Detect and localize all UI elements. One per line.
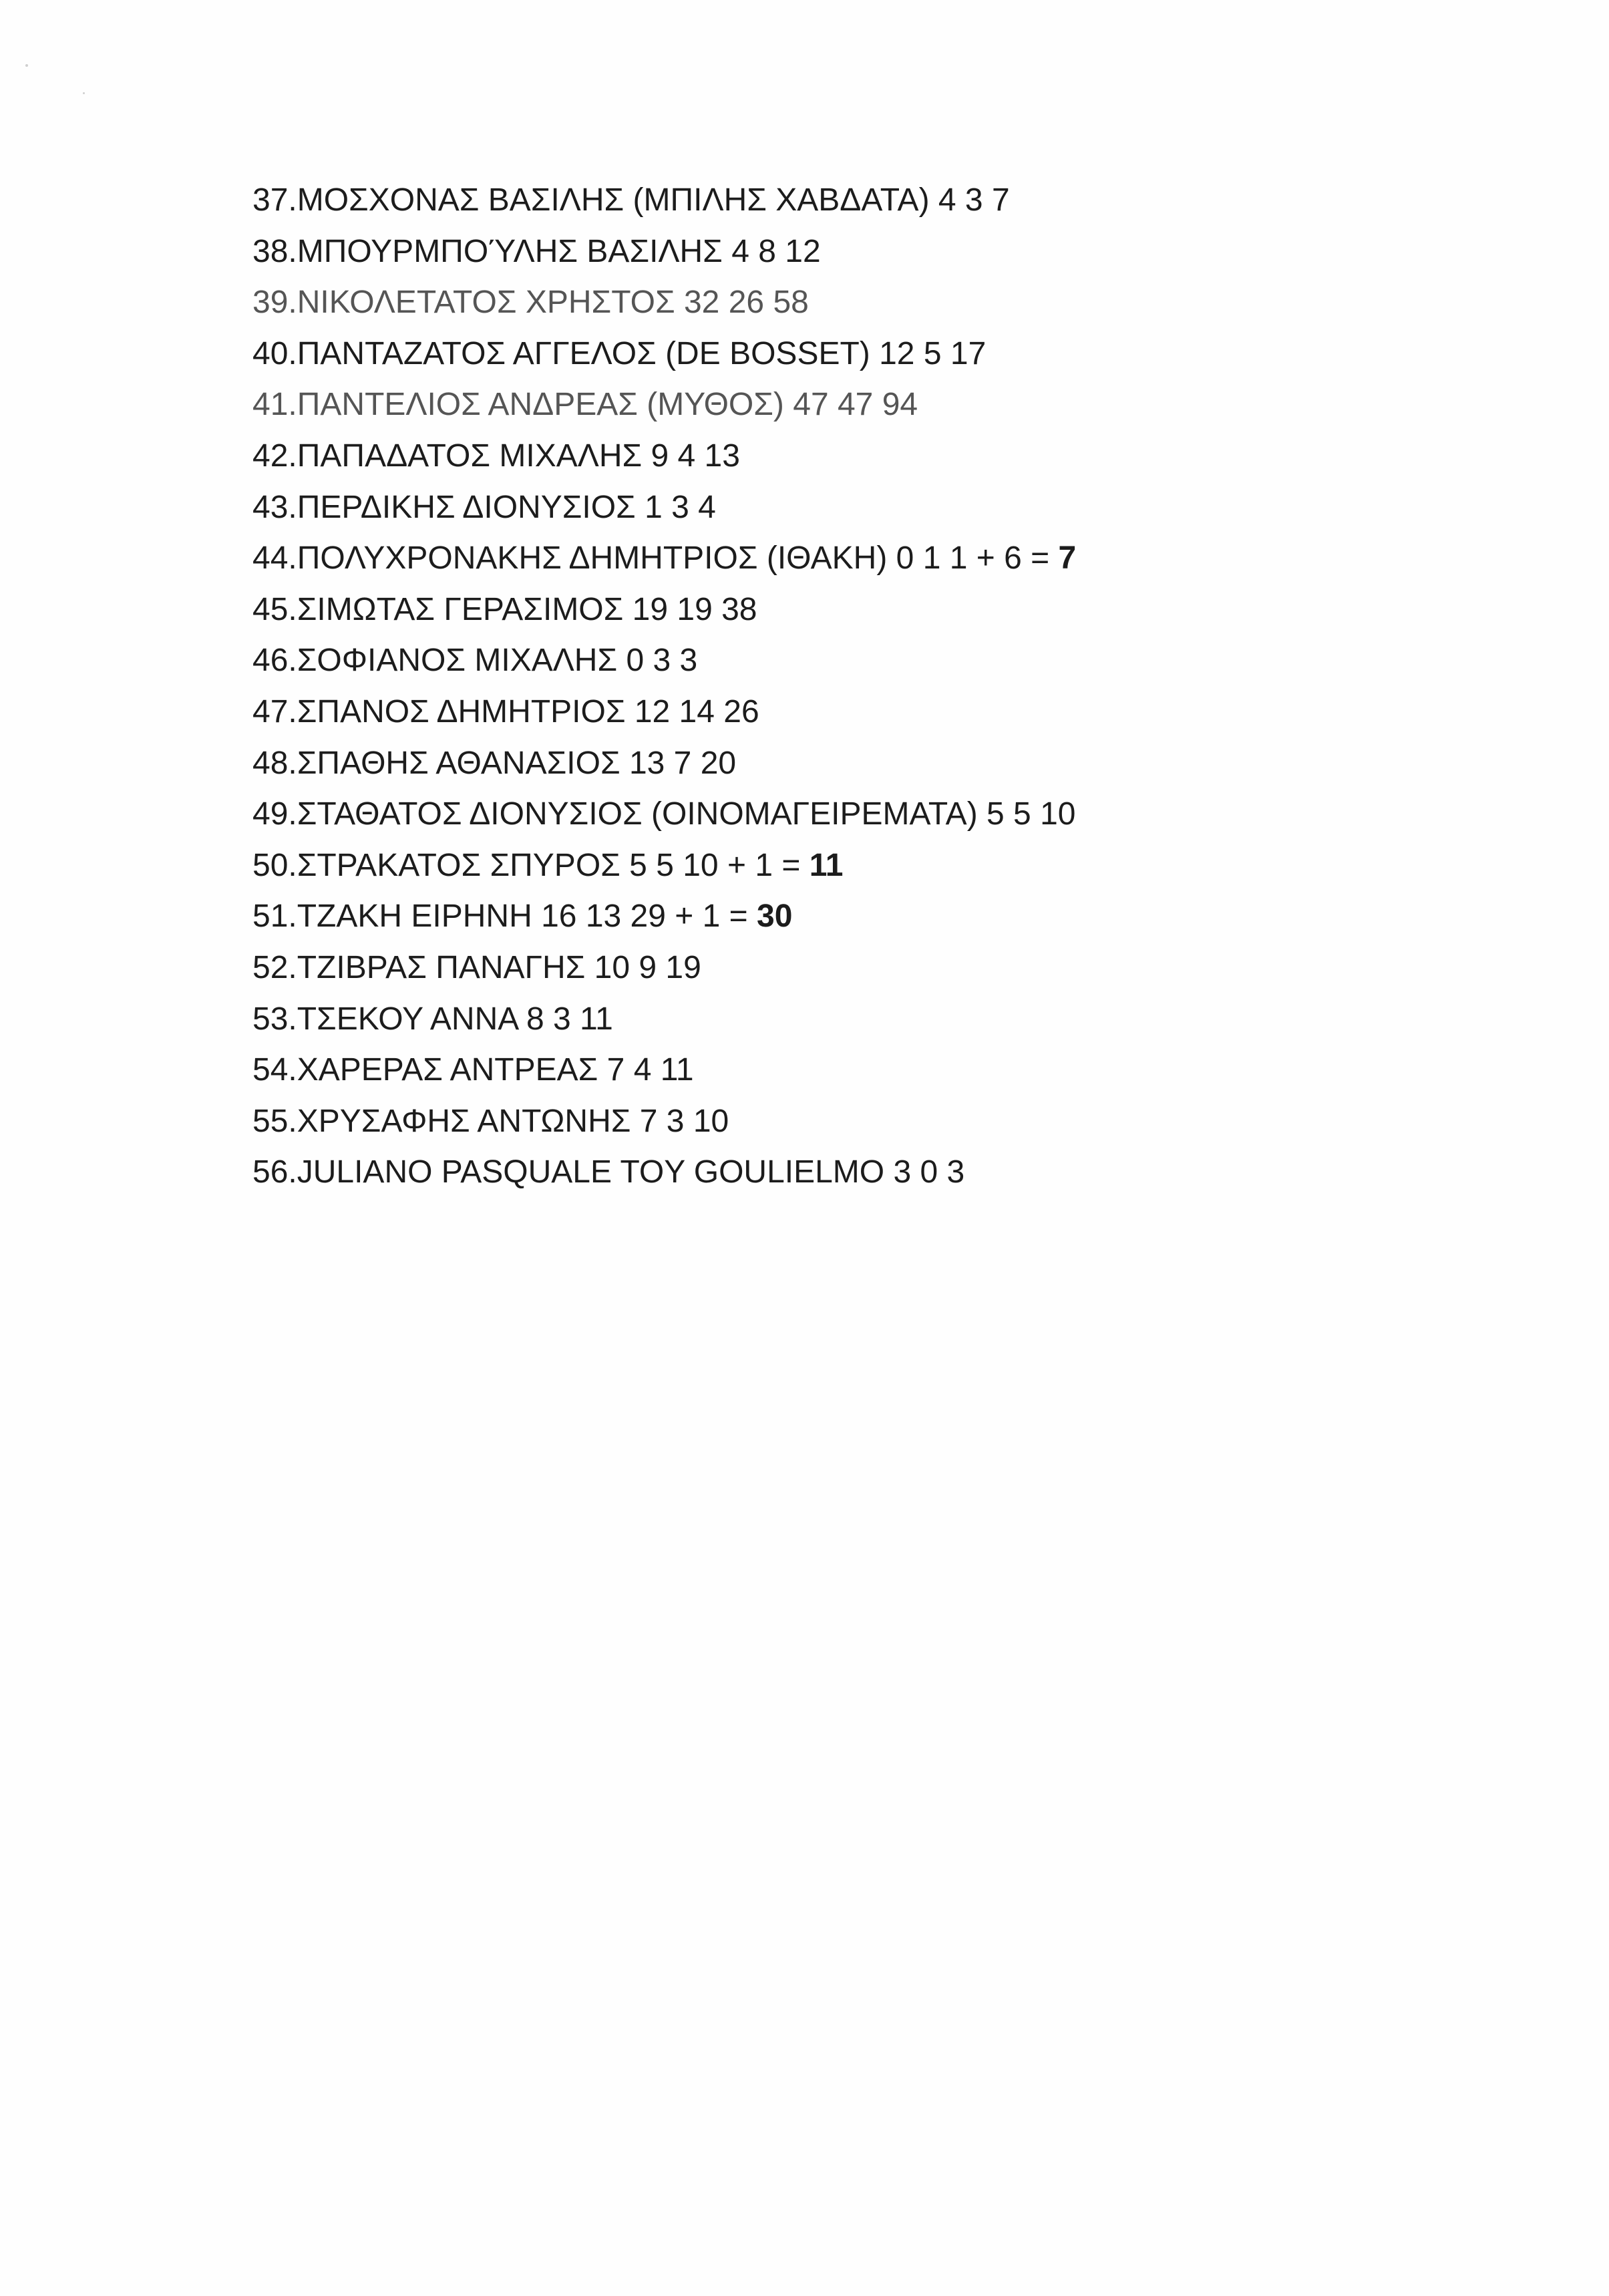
entry-text: 50.ΣΤΡΑΚΑΤΟΣ ΣΠΥΡΟΣ 5 5 10 + 1 = [252,847,810,883]
list-item [252,943,1522,994]
list-item [252,1045,1522,1096]
list-item [252,994,1522,1045]
entry-text: 38.ΜΠΟΥΡΜΠΟΎΛΗΣ ΒΑΣΙΛΗΣ 4 8 12 [252,233,821,269]
list-item [252,687,1522,738]
entry-text: 37.ΜΟΣΧΟΝΑΣ ΒΑΣΙΛΗΣ (ΜΠΙΛΗΣ ΧΑΒΔΑΤΑ) 4 3 7 [252,182,1010,218]
entry-text: 45.ΣΙΜΩΤΑΣ ΓΕΡΑΣΙΜΟΣ 19 19 38 [252,591,757,627]
entry-text: 43.ΠΕΡΔΙΚΗΣ ΔΙΟΝΥΣΙΟΣ 1 3 4 [252,489,716,525]
list-item [252,789,1522,840]
entry-text: 46.ΣΟΦΙΑΝΟΣ ΜΙΧΑΛΗΣ 0 3 3 [252,643,698,679]
entry-total: 11 [809,847,844,883]
entry-text: 55.ΧΡΥΣΑΦΗΣ ΑΝΤΩΝΗΣ 7 3 10 [252,1103,729,1139]
list-item [252,891,1522,943]
list-item [252,533,1522,585]
entry-text: 52.ΤΖΙΒΡΑΣ ΠΑΝΑΓΗΣ 10 9 19 [252,949,701,985]
entry-text: 51.ΤΖΑΚΗ ΕΙΡΗΝΗ 16 13 29 + 1 = [252,898,757,935]
list-item [252,329,1522,380]
entry-total: 7 [1058,540,1077,577]
list-item [252,738,1522,790]
entry-text: 56.JULIANO PASQUALE TOY GOULIELMO 3 0 3 [252,1154,965,1190]
scan-speck [83,92,85,94]
entry-total: 30 [757,898,793,935]
list-item [252,840,1522,892]
entry-list [252,175,1522,1198]
list-item [252,379,1522,431]
entry-text: 53.ΤΣΕΚΟΥ ΑΝΝΑ 8 3 11 [252,1001,613,1037]
entry-text: 47.ΣΠΑΝΟΣ ΔΗΜΗΤΡΙΟΣ 12 14 26 [252,693,759,729]
list-item [252,431,1522,482]
entry-text: 39.ΝΙΚΟΛΕΤΑΤΟΣ ΧΡΗΣΤΟΣ 32 26 58 [252,285,809,321]
list-item [252,1147,1522,1198]
entry-text: 41.ΠΑΝΤΕΛΙΟΣ ΑΝΔΡΕΑΣ (ΜΥΘΟΣ) 47 47 94 [252,387,918,423]
list-item [252,635,1522,687]
entry-text: 48.ΣΠΑΘΗΣ ΑΘΑΝΑΣΙΟΣ 13 7 20 [252,745,737,781]
list-item [252,277,1522,329]
list-item [252,226,1522,278]
list-item [252,1096,1522,1148]
entry-text: 44.ΠΟΛΥΧΡΟΝΑΚΗΣ ΔΗΜΗΤΡΙΟΣ (ΙΘΑΚΗ) 0 1 1 + 6 = [252,540,1059,577]
entry-text: 40.ΠΑΝΤΑΖΑΤΟΣ ΑΓΓΕΛΟΣ (DE BOSSET) 12 5 17 [252,335,987,371]
list-item [252,175,1522,226]
entry-text: 54.ΧΑΡΕΡΑΣ ΑΝΤΡΕΑΣ 7 4 11 [252,1052,694,1088]
list-item [252,585,1522,636]
entry-text: 42.ΠΑΠΑΔΑΤΟΣ ΜΙΧΑΛΗΣ 9 4 13 [252,438,740,474]
scan-speck [25,64,28,67]
list-item [252,482,1522,534]
entry-text: 49.ΣΤΑΘΑΤΟΣ ΔΙΟΝΥΣΙΟΣ (ΟΙΝΟΜΑΓΕΙΡΕΜΑΤΑ) 5 5 10 [252,796,1076,832]
